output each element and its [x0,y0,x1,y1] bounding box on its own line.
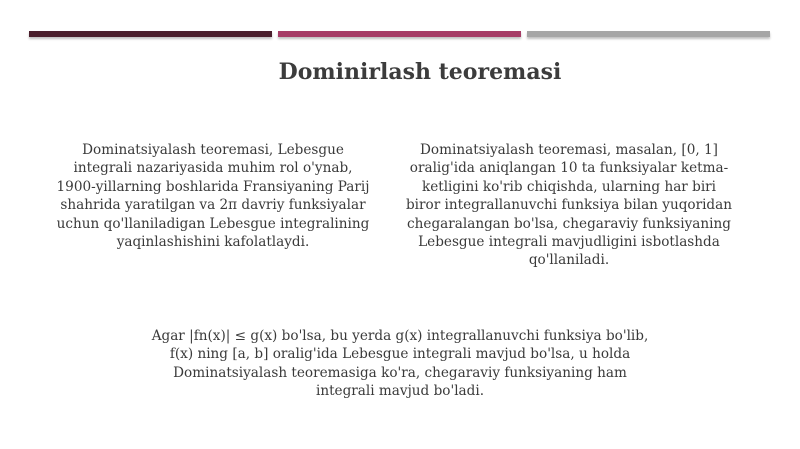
paragraph-left: Dominatsiyalash teoremasi, Lebesgue integrali nazariyasida muhim rol o'ynab, 1900-yillarning boshlarida Fransiyaning Parij shahrida yaratilgan va 2π davriy funksiyalar uchun qo'llaniladigan Lebesgue integralining yaqinlashishini kafolatlaydi. [56,142,370,251]
slide-title: Dominirlash teoremasi [278,59,562,85]
paragraph-bottom: Agar |fn(x)| ≤ g(x) bo'lsa, bu yerda g(x) integrallanuvchi funksiya bo'lib, f(x) ning [a, b] oralig'ida Lebesgue integrali mavjud bo'lsa, u holda Dominatsiyalash teoremasiga ko'ra, chegaraviy funksiyaning ham integrali mavjud bo'ladi. [151,328,649,400]
header-accent-bar-magenta [278,31,521,37]
header-accent-bar-dark [29,31,272,37]
header-accent-bar-gray [527,31,770,37]
paragraph-right: Dominatsiyalash teoremasi, masalan, [0, 1] oralig'ida aniqlangan 10 ta funksiyalar ketma-ketligini ko'rib chiqishda, ularning har biri biror integrallanuvchi funksiya bilan yuqoridan chegaralangan bo'lsa, chegaraviy funksiyaning Lebesgue integrali mavjudligini isbotlashda qo'llaniladi. [405,142,732,269]
